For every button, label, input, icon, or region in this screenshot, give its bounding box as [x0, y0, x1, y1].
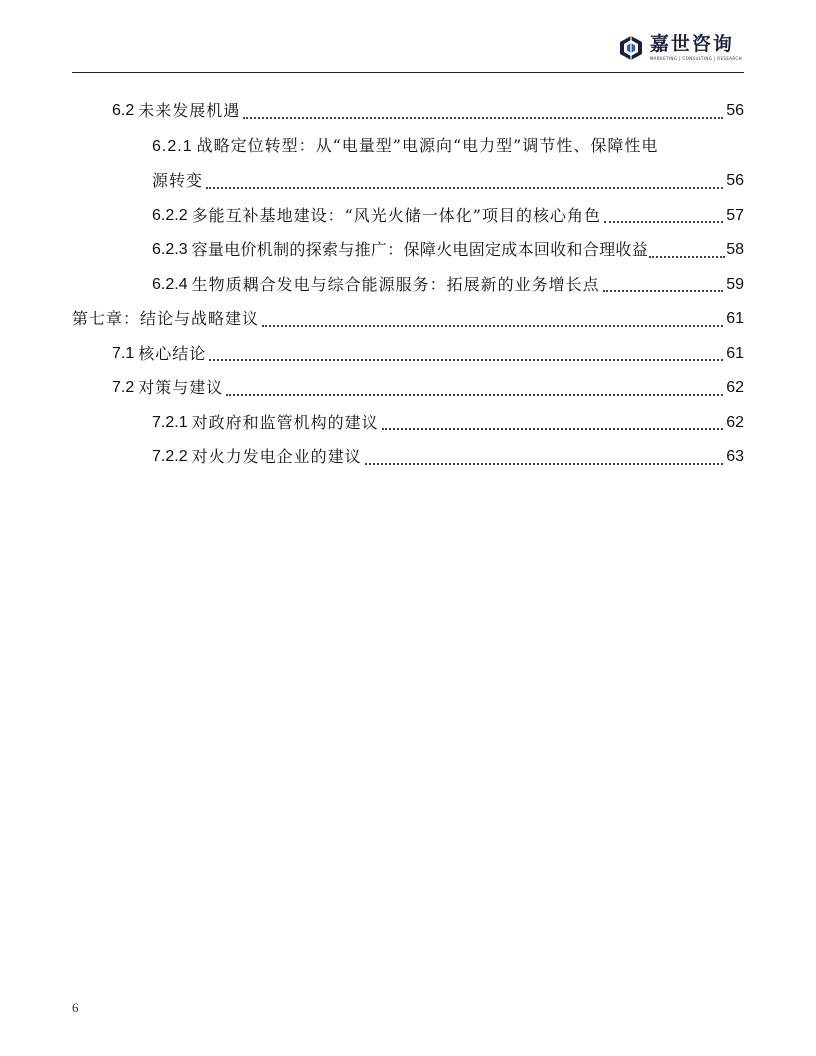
- toc-entry[interactable]: [72, 371, 744, 406]
- toc-entry-page: 61: [726, 310, 744, 327]
- toc-entry-title: 生物质耦合发电与综合能源服务：拓展新的业务增长点: [191, 274, 600, 294]
- toc-entry[interactable]: [72, 94, 744, 129]
- toc-entry[interactable]: [72, 129, 744, 199]
- dot-leader: [603, 290, 724, 292]
- toc-entry-number: 6.2.1: [152, 137, 193, 155]
- toc-entry[interactable]: [72, 268, 744, 303]
- footer-page-number: 6: [72, 1000, 79, 1015]
- toc-entry-title: 多能互补基地建设：“风光火储一体化”项目的核心角色: [191, 205, 601, 225]
- dot-leader: [209, 359, 723, 361]
- toc-entry-page: 56: [726, 102, 744, 119]
- toc-entry-title: 对策与建议: [138, 378, 224, 397]
- toc-entry-number: 7.2: [112, 379, 135, 396]
- toc-entry-title: 第七章：结论与战略建议: [72, 309, 260, 328]
- toc-entry-page: 56: [726, 172, 744, 189]
- toc-entry-page: 61: [726, 344, 744, 362]
- toc-entry-title: 未来发展机遇: [138, 101, 241, 120]
- toc-entry-number: 7.2.1: [152, 413, 188, 431]
- toc-entry-page: 59: [726, 275, 744, 293]
- toc-entry-number: 6.2.3: [152, 241, 188, 258]
- toc-entry-number: 7.1: [112, 344, 135, 362]
- dot-leader: [226, 394, 723, 396]
- toc-entry-number: 6.2: [112, 102, 135, 119]
- toc-entry[interactable]: [72, 440, 744, 475]
- toc-entry-title-continued: 源转变: [152, 171, 204, 190]
- dot-leader: [262, 325, 723, 327]
- company-logo-icon: [618, 35, 644, 61]
- toc-entry[interactable]: [72, 233, 744, 268]
- toc-entry-page: 58: [726, 241, 744, 258]
- toc-entry-title: 战略定位转型：从“电量型”电源向“电力型”调节性、保障性电: [196, 135, 659, 155]
- toc-entry-title: 核心结论: [138, 343, 207, 363]
- dot-leader: [365, 463, 724, 465]
- toc-entry-title-line1: [152, 129, 744, 165]
- dot-leader: [604, 221, 723, 223]
- toc-entry-chapter[interactable]: [72, 302, 744, 337]
- dot-leader: [382, 428, 724, 430]
- toc-entry-number: 7.2.2: [152, 448, 188, 465]
- header-divider: [72, 72, 744, 73]
- toc-entry-page: 62: [726, 379, 744, 396]
- toc-entry-title-line2: [152, 164, 744, 199]
- toc-entry-page: 63: [726, 448, 744, 465]
- toc-entry-number: 6.2.2: [152, 206, 188, 224]
- toc-entry-title: 容量电价机制的探索与推广：保障火电固定成本回收和合理收益: [191, 240, 648, 259]
- toc-entry[interactable]: [72, 337, 744, 372]
- logo-tagline: MARKETING | CONSULTING | RESEARCH: [649, 56, 742, 61]
- toc-entry-page: 62: [726, 413, 744, 431]
- header-logo: [618, 34, 742, 61]
- logo-name: 嘉世咨询: [649, 33, 734, 55]
- toc-entry[interactable]: [72, 406, 744, 441]
- dot-leader: [649, 256, 725, 258]
- toc-entry-title: 对政府和监管机构的建议: [191, 412, 379, 432]
- toc-entry-number: 6.2.4: [152, 275, 188, 293]
- dot-leader: [243, 117, 723, 119]
- toc-entry-title: 对火力发电企业的建议: [191, 447, 362, 466]
- table-of-contents: [72, 94, 744, 475]
- toc-entry[interactable]: [72, 199, 744, 234]
- toc-entry-page: 57: [726, 206, 744, 224]
- dot-leader: [206, 187, 723, 189]
